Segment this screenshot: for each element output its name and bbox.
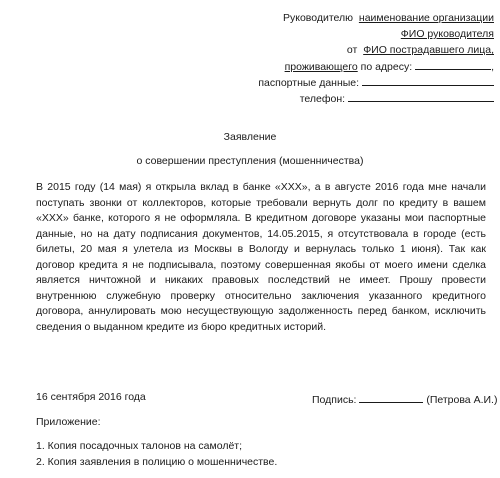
header-from-line [240,42,494,58]
signature-label: Подпись: [312,394,357,406]
phone-blank [348,90,494,102]
header-victim-name: ФИО пострадавшего лица, [363,44,494,56]
attachments-label: Приложение: [36,416,101,428]
header-passport-label: паспортные данные: [258,77,360,89]
statement-paragraph: В 2015 году (14 мая) я открыла вклад в банке «ХХХ», а в августе 2016 года мне начали поступать звонки от коллекторов, которые требовали вернуть долг по кредиту в вашем «ХХХ» банке, которого я не оформляла. В кредитном договоре указаны мои паспортные данные, но на дату подписания документов, 14.05.2015, я отсутствовала в городе (есть билеты, 20 мая я улетела из Москвы в Вологду и вернулась только 1 июня). Так как договор кредита я не подписывала, поэтому совершенная якобы от моего имени сделка является ничтожной и никаких правовых последствий не имеет. Прошу провести внутреннюю служебную проверку относительно заключения указанного кредитного договора, аннулировать мою несуществующую задолженность перед банком, исключить сведения о выданном кредите из бюро кредитных историй. [36,181,486,333]
header-organization-name: наименование организации [358,12,494,24]
header-addressee [240,10,494,26]
document-title: Заявление [223,131,277,143]
header-phone-line [240,90,494,107]
header-addressee-prefix: Руководителю [282,12,354,24]
signature-line [312,391,497,406]
header-from-prefix: от [346,44,358,56]
attachment-item-1: 1. Копия посадочных талонов на самолёт; [36,440,243,452]
signature-name: (Петрова А.И.) [426,394,498,406]
header-director-name-line [240,26,494,42]
header-address-line: проживающего по адресу: , [240,58,494,75]
document-subtitle: о совершении преступления (мошенничества) [136,155,364,167]
statement-date: 16 сентября 2016 года [36,391,146,403]
header-residing: проживающего [284,61,358,73]
address-blank [415,58,491,70]
passport-blank [362,74,494,86]
header-phone-label: телефон: [299,93,346,105]
signature-blank [359,391,423,403]
statement-body [36,180,486,335]
header-director-name: ФИО руководителя [400,28,494,40]
header-passport-line [240,74,494,91]
header-address-label: по адресу: [360,61,413,73]
attachment-item-2: 2. Копия заявления в полицию о мошенничестве. [36,456,278,468]
